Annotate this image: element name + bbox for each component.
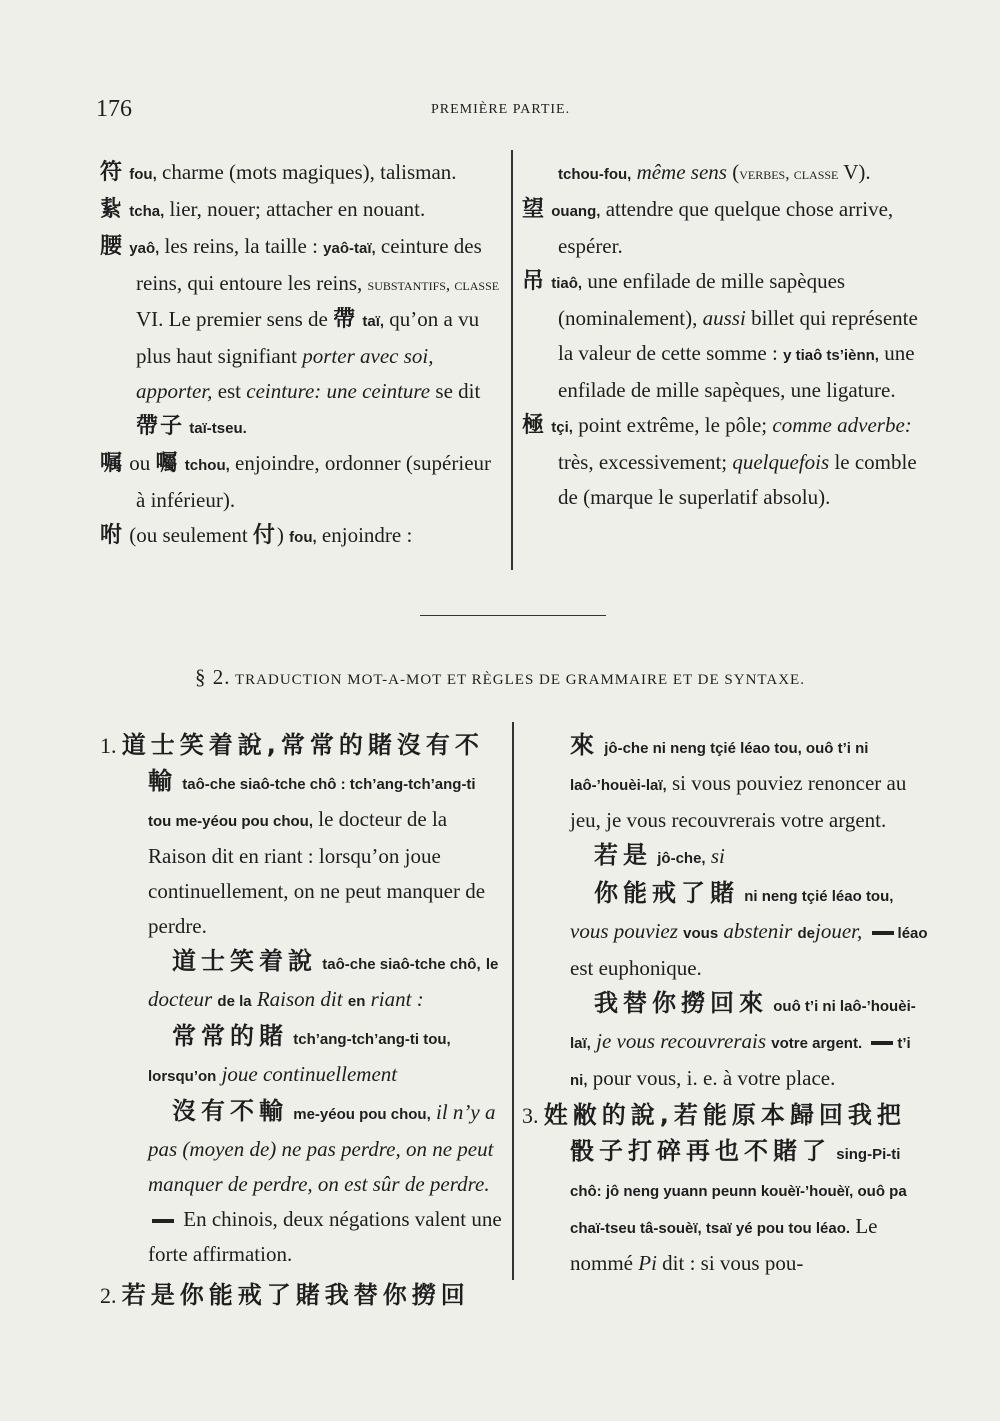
romanization: tcha,: [129, 203, 165, 220]
italic-gloss: docteur: [148, 987, 213, 1011]
definition: le comble de (marque le superlatif absolu).: [558, 450, 917, 509]
chinese-character: 符: [100, 160, 125, 185]
dash-mark: [152, 1219, 174, 1223]
page-number: 176: [96, 96, 132, 122]
remark: pour vous, i. e. à votre place.: [587, 1066, 836, 1090]
chinese-character: 嘱: [100, 451, 125, 476]
romanization: taï-tseu.: [189, 420, 247, 437]
small-caps-label: substantifs, classe: [367, 275, 500, 294]
chinese-character: 付: [252, 523, 277, 548]
romanization: t’i ni,: [570, 1035, 911, 1089]
definition: enjoindre :: [316, 523, 413, 547]
chinese-sentence: 若是你能戒了賭我替你撈回: [121, 1281, 470, 1309]
small-caps-gloss: vous: [683, 925, 719, 942]
bottom-left-column: [100, 728, 502, 1314]
chinese-character: 帶: [333, 307, 358, 332]
definition: est: [212, 379, 247, 403]
translation: si vous pouviez renoncer au jeu, je vous recouvrerais votre argent.: [570, 771, 907, 832]
definition: une enfilade de mille sapèques (nominalement),: [558, 269, 846, 330]
bottom-right-column: [522, 728, 932, 1281]
chinese-sentence: 姓敝的說,若能原本歸回我把骰子打碎再也不賭了: [543, 1101, 906, 1165]
definition: enjoindre, ordonner (supérieur à inférieur).: [136, 451, 492, 512]
chinese-phrase: 常常的賭: [172, 1022, 288, 1050]
romanization: tçi,: [551, 419, 573, 436]
chinese-phrase: 道士笑着說: [172, 947, 317, 975]
chinese-phrase: 你能戒了賭: [594, 879, 739, 907]
chinese-character: 腰: [100, 234, 125, 259]
remark: En chinois, deux négations valent une forte affirmation.: [148, 1207, 502, 1266]
top-left-column: [100, 155, 502, 555]
romanization: taô-che siaô-tche chô : tch’ang-tch’ang-ti tou me-yéou pou chou,: [148, 776, 476, 830]
sentence-2: [100, 1278, 502, 1314]
entry-tchou: [100, 446, 502, 518]
chinese-phrase: 沒有不輸: [172, 1097, 288, 1125]
entry-yao: [100, 229, 502, 446]
italic-gloss: aussi: [702, 306, 746, 330]
small-caps-gloss: en: [347, 993, 366, 1010]
small-caps-gloss: lorsqu’on: [148, 1068, 217, 1085]
top-right-column: [522, 155, 932, 515]
small-caps-gloss: le: [485, 956, 499, 973]
romanization: sing-Pi-ti chô: jô neng yuann peunn kouèï-’houèï, ouô pa chaï-tseu tâ-souèï, tsaï yé pou tou léao.: [570, 1146, 907, 1237]
small-caps-gloss: votre argent.: [771, 1035, 863, 1052]
column-divider-bottom: [512, 722, 514, 1280]
italic-gloss: Raison dit: [256, 987, 343, 1011]
sentence-3: [522, 1098, 932, 1281]
dash-mark: [871, 1041, 893, 1045]
italic-gloss: je vous recouvrerais: [596, 1029, 767, 1053]
romanization: taï,: [362, 313, 385, 330]
italic-gloss: même sens: [631, 160, 727, 184]
definition: charme (mots magiques), talisman.: [156, 160, 457, 184]
romanization: jô-che ni neng tçié léao tou, ouô t’i ni laô-’houèi-laï,: [570, 740, 869, 794]
italic-gloss: il n’y a pas (moyen de) ne pas perdre, on ne peut manquer de perdre, on est sûr de perdre.: [148, 1100, 496, 1196]
italic-gloss: si: [710, 844, 725, 868]
romanization: taô-che siaô-tche chô,: [322, 956, 481, 973]
definition: billet qui représente la valeur de cette somme :: [558, 306, 918, 365]
definition: lier, nouer; attacher en nouant.: [164, 197, 426, 221]
column-divider-top: [511, 150, 513, 570]
gloss-6: [522, 986, 932, 1098]
romanization: ouô t’i ni laô-’houèi-laï,: [570, 998, 916, 1052]
sentence-number: 3.: [522, 1103, 539, 1128]
translation: dit : si vous pou-: [656, 1251, 804, 1275]
romanization: jô-che,: [657, 850, 706, 867]
chinese-character: 帶子: [136, 414, 185, 439]
entry-tcha: [100, 192, 502, 229]
definition: ): [276, 523, 290, 547]
running-title: PREMIÈRE PARTIE.: [431, 102, 571, 117]
chinese-character: 極: [522, 413, 547, 438]
sentence-number: 1.: [100, 733, 117, 758]
gloss-3: [100, 1094, 502, 1272]
translation: le docteur de la Raison dit en riant : lorsqu’on joue continuellement, on ne peut manquer de perdre.: [148, 807, 486, 938]
romanization: tiaô,: [551, 275, 583, 292]
romanization: yaô-taï,: [323, 240, 376, 257]
gloss-5: [522, 876, 932, 986]
definition: attendre que quelque chose arrive, espérer.: [558, 197, 894, 258]
section-number: § 2.: [195, 665, 231, 689]
definition: (: [726, 160, 740, 184]
romanization: yaô,: [129, 240, 160, 257]
romanization: léao: [897, 925, 928, 942]
translation: Le nommé: [570, 1214, 878, 1275]
romanization: ni neng tçié léao tou,: [744, 888, 894, 905]
sentence-2-cont: [522, 728, 932, 838]
italic-gloss: riant :: [370, 987, 424, 1011]
definition: qu’on a vu plus haut signifiant: [136, 307, 480, 368]
small-caps-gloss: de: [797, 925, 816, 942]
entry-tchou-fou: [522, 155, 932, 192]
chinese-phrase: 若是: [594, 841, 652, 869]
running-head: [96, 96, 920, 126]
entry-tiao: [522, 264, 932, 408]
definition: ceinture des reins, qui entoure les reins,: [136, 234, 482, 295]
italic-gloss: joue continuellement: [221, 1062, 398, 1086]
romanization: ouang,: [551, 203, 601, 220]
italic-gloss: Pi: [638, 1251, 657, 1275]
definition: se dit: [430, 379, 481, 403]
definition: V).: [838, 160, 871, 184]
italic-gloss: quelquefois: [732, 450, 830, 474]
romanization: me-yéou pou chou,: [293, 1106, 431, 1123]
chinese-sentence: 道士笑着說,常常的賭沒有不輸: [121, 731, 484, 795]
remark: est euphonique.: [570, 956, 702, 980]
italic-gloss: ceinture: une ceinture: [246, 379, 431, 403]
italic-gloss: porter avec soi, apporter,: [136, 344, 434, 403]
definition: (ou seulement: [124, 523, 253, 547]
definition: les reins, la taille :: [159, 234, 324, 258]
gloss-1: [100, 944, 502, 1019]
romanization: tch’ang-tch’ang-ti tou,: [293, 1031, 451, 1048]
italic-gloss: vous pouviez: [570, 919, 678, 943]
gloss-2: [100, 1019, 502, 1094]
small-caps-label: verbes, classe: [739, 164, 839, 183]
entry-fou-2: [100, 518, 502, 555]
italic-gloss: comme adverbe:: [772, 413, 912, 437]
chinese-character: 紥: [100, 197, 125, 222]
romanization: fou,: [289, 529, 317, 546]
definition: point extrême, le pôle;: [572, 413, 773, 437]
romanization: tchou,: [184, 457, 230, 474]
chinese-character: 望: [522, 197, 547, 222]
small-caps-gloss: de la: [217, 993, 252, 1010]
chinese-character: 吊: [522, 269, 547, 294]
romanization: tchou-fou,: [558, 166, 632, 183]
italic-gloss: jouer,: [815, 919, 863, 943]
romanization: fou,: [129, 166, 157, 183]
chinese-character: 囑: [155, 451, 180, 476]
chinese-character: 咐: [100, 523, 125, 548]
chinese-phrase: 我替你撈回來: [594, 989, 768, 1017]
dash-mark: [872, 931, 894, 935]
italic-gloss: abstenir: [723, 919, 793, 943]
section-title-text: TRADUCTION MOT-A-MOT ET RÈGLES DE GRAMMAIRE ET DE SYNTAXE.: [234, 672, 805, 688]
definition: une enfilade de mille sapèques, une ligature.: [558, 341, 915, 402]
entry-tci: [522, 408, 932, 515]
section-heading: [0, 665, 1000, 690]
chinese-character: 來: [570, 731, 599, 759]
entry-ouang: [522, 192, 932, 264]
definition: VI. Le premier sens de: [136, 307, 334, 331]
definition: très, excessivement;: [558, 450, 733, 474]
sentence-1: [100, 728, 502, 944]
gloss-4: [522, 838, 932, 876]
sentence-number: 2.: [100, 1283, 117, 1308]
definition: ou: [124, 451, 156, 475]
romanization: y tiaô ts’iènn,: [783, 347, 879, 364]
entry-fou: [100, 155, 502, 192]
section-separator: [420, 615, 606, 616]
